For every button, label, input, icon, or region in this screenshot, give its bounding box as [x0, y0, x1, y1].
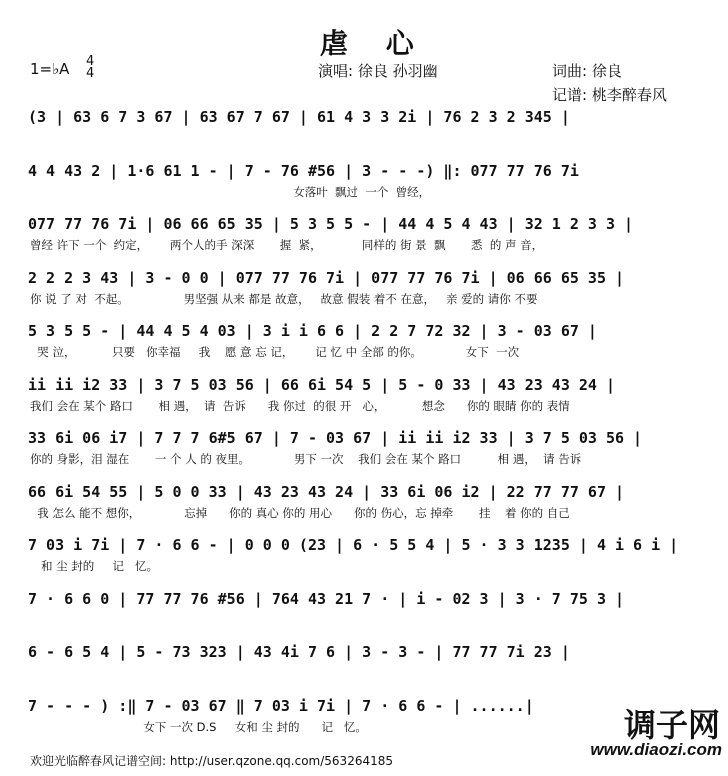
- lyrics-line: 女下 一次 D.S 女和 尘 封的 记 忆。: [30, 719, 367, 734]
- notation-line: 6 - 6 5 4 | 5 - 73 323 | 43 4i 7 6 | 3 - 3 - | 77 77 7i 23 |: [28, 643, 570, 661]
- lyrics-line: 和 尘 封的 记 忆。: [30, 559, 159, 573]
- transcriber-credit: 记谱: 桃李醉春风: [552, 86, 667, 104]
- notation-line: 33 6i 06 i7 | 7 7 7 6#5 67 | 7 - 03 67 | ii ii i2 33 | 3 7 5 03 56 |: [28, 429, 643, 447]
- lyrics-line: 我 怎么 能不 想你， 忘掉 你的 真心 你的 用心 你的 伤心，忘 掉牵 挂 着 你的 自己: [30, 505, 570, 520]
- notation-line: 2 2 2 3 43 | 3 - 0 0 | 077 77 76 7i | 077 77 76 7i | 06 66 65 35 |: [28, 268, 625, 287]
- footer-note: 欢迎光临醉春风记谱空间: http://user.qzone.qq.com/563264185: [30, 754, 394, 768]
- time-signature-top: 4: [86, 54, 95, 69]
- lyrics-line: 我们 会在 某个 路口 相 遇， 请 告诉 我 你过 的很 开 心， 想念 你的 眼睛 你的 表情: [30, 398, 570, 413]
- lyrics-line: 女落叶 飘过 一个 曾经，: [30, 184, 431, 199]
- key-signature: 1=♭A: [30, 60, 70, 78]
- notation-line: 66 6i 54 55 | 5 0 0 33 | 43 23 43 24 | 33 6i 06 i2 | 22 77 77 67 |: [28, 482, 625, 501]
- watermark-url: www.diaozi.com: [590, 740, 722, 759]
- lyrics-line: 你 说 了 对 不起。 男坚强 从来 都是 故意， 故意 假装 着不 在意， 亲 爱的 请你 不要: [30, 291, 538, 306]
- lyrics-line: 曾经 许下 一个 约定， 两个人的手 深深 握 紧， 同样的 街 景 飘 悉 的 声 音，: [30, 238, 544, 252]
- watermark-logo: 调子网: [623, 707, 720, 743]
- notation-line: 7 03 i 7i | 7 · 6 6 - | 0 0 0 (23 | 6 · 5 5 4 | 5 · 3 3 1235 | 4 i 6 i |: [28, 536, 679, 554]
- time-signature: [86, 56, 94, 80]
- lyrics-line: 哭 泣， 只要 你幸福 我 愿 意 忘 记， 记 忆 中 全部 的你。 女下 一次: [30, 345, 520, 359]
- time-signature-bottom: 4: [86, 66, 95, 81]
- notation-line: 5 3 5 5 - | 44 4 5 4 03 | 3 i i 6 6 | 2 2 7 72 32 | 3 - 03 67 |: [28, 322, 597, 340]
- notation-line: ii ii i2 33 | 3 7 5 03 56 | 66 6i 54 5 | 5 - 0 33 | 43 23 43 24 |: [28, 375, 615, 394]
- singers-credit: 演唱: 徐良 孙羽幽: [318, 62, 438, 80]
- notation-line: (3 | 63 6 7 3 67 | 63 67 7 67 | 61 4 3 3 2i | 76 2 3 2 345 |: [28, 108, 570, 126]
- notation-line: 7 - - - ) :‖ 7 - 03 67 ‖ 7 03 i 7i | 7 · 6 6 - | ......|: [28, 696, 534, 715]
- notation-line: 077 77 76 7i | 06 66 65 35 | 5 3 5 5 - | 44 4 5 4 43 | 32 1 2 3 3 |: [28, 215, 634, 233]
- lyrics-line: 你的 身影，泪 湿在 一 个 人 的 夜里。 男下 一次 我们 会在 某个 路口 相 遇， 请 告诉: [30, 452, 582, 466]
- composer-credit: 词曲: 徐良: [552, 62, 622, 80]
- notation-line: 4 4 43 2 | 1·6 61 1 - | 7 - 76 #56 | 3 - - -) ‖: 077 77 76 7i: [28, 161, 579, 180]
- song-title: 虐 心: [320, 27, 428, 60]
- notation-line: 7 · 6 6 0 | 77 77 76 #56 | 764 43 21 7 · | i - 02 3 | 3 · 7 75 3 |: [28, 589, 625, 608]
